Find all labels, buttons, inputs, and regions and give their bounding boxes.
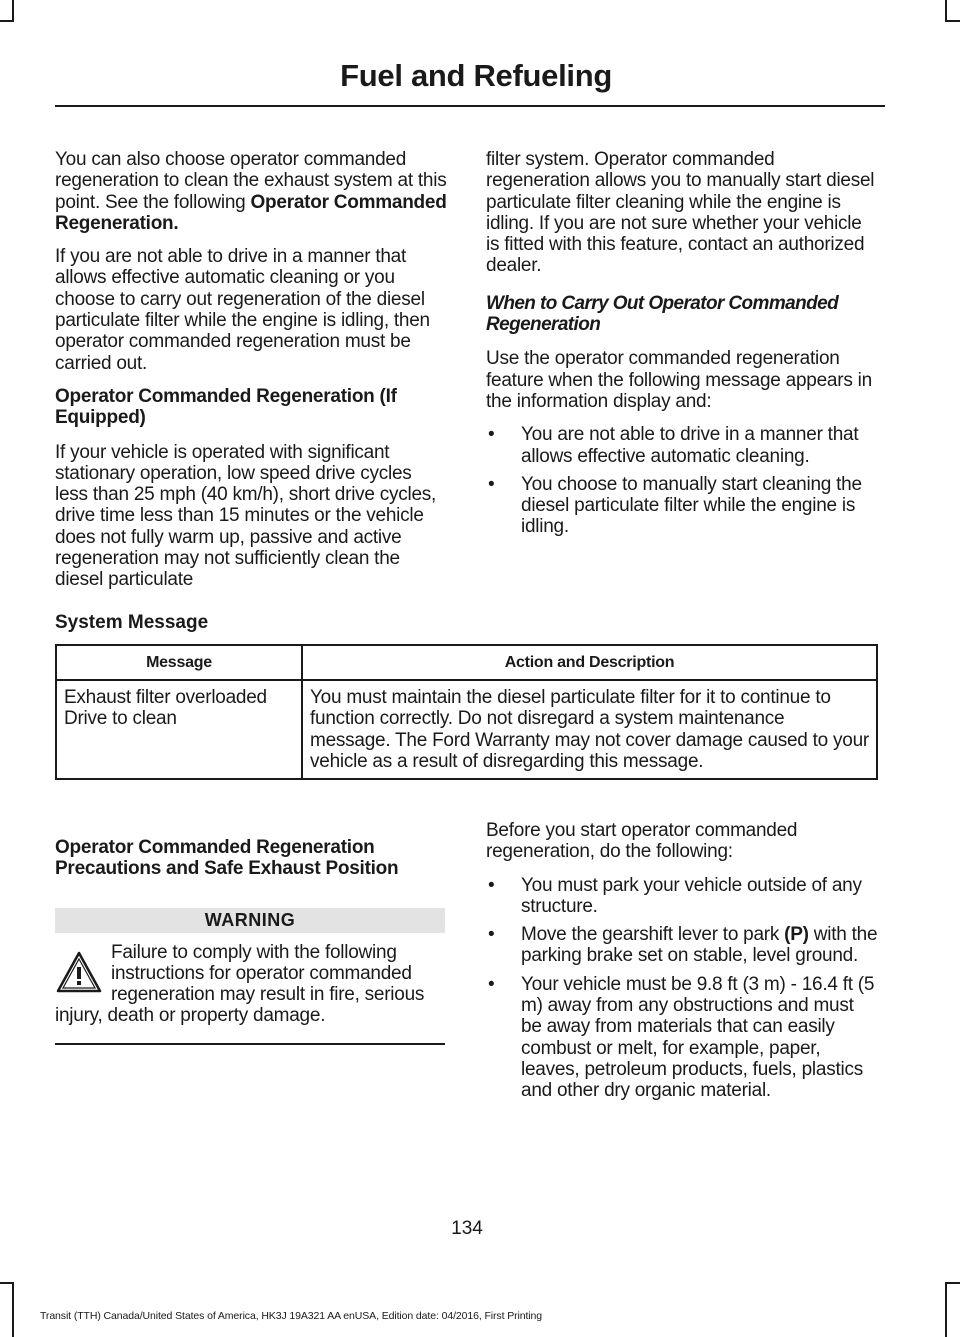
crop-mark-top-left-v xyxy=(12,0,14,22)
paragraph-driving-manner: If you are not able to drive in a manner that allows effective automatic cleaning or you choose to carry out regeneration of the diesel particulate filter while the engine is idling, then operator commanded regeneration must be carried out. xyxy=(55,246,430,374)
conditions-list xyxy=(486,424,878,537)
table-row xyxy=(56,680,877,779)
crop-mark-top-left-h xyxy=(0,20,14,22)
warning-box xyxy=(55,908,445,1045)
crop-mark-bottom-right-h xyxy=(945,1282,960,1284)
paragraph-filter-system: filter system. Operator commanded regeneration allows you to manually start diesel particulate filter cleaning while the engine is idling. If you are not sure whether your vehicle is fitted with this feature, contact an authorized dealer. xyxy=(486,149,875,277)
paragraph-stationary-operation: If your vehicle is operated with significant stationary operation, low speed drive cycles less than 25 mph (40 km/h), short drive cycles, drive time less than 15 minutes or the vehicle does not fully warm up, passive and active regeneration may not sufficiently clean the diesel particulate xyxy=(55,441,437,591)
crop-mark-bottom-right-v xyxy=(945,1282,947,1337)
upper-right-column xyxy=(486,149,878,545)
message-cell xyxy=(56,680,302,779)
header-rule xyxy=(55,105,885,107)
lower-right-column xyxy=(486,820,878,1109)
message-line: Exhaust filter overloaded xyxy=(64,687,267,708)
crop-mark-top-right-v xyxy=(945,0,947,22)
list-item: • You choose to manually start cleaning the diesel particulate filter while the engine is idling. xyxy=(486,474,878,538)
system-message-title: System Message xyxy=(55,612,209,633)
upper-left-column xyxy=(55,149,447,603)
park-symbol: (P) xyxy=(784,924,809,946)
paragraph-before-start: Before you start operator commanded regeneration, do the following: xyxy=(486,820,798,863)
precautions-list xyxy=(486,875,878,1102)
heading-when-to-carry-out: When to Carry Out Operator Commanded Regeneration xyxy=(486,292,839,336)
page-title: Fuel and Refueling xyxy=(340,58,612,93)
warning-triangle-icon xyxy=(55,950,103,995)
heading-precautions: Operator Commanded Regeneration Precautions and Safe Exhaust Position xyxy=(55,837,399,880)
table-header-row xyxy=(56,645,877,680)
system-message-table xyxy=(55,644,878,780)
paragraph-use-feature: Use the operator commanded regeneration feature when the following message appears in the information display and: xyxy=(486,348,872,412)
crop-mark-bottom-left-h xyxy=(0,1282,14,1284)
list-item: • You are not able to drive in a manner that allows effective automatic cleaning. xyxy=(486,424,878,467)
column-header-action: Action and Description xyxy=(302,645,877,680)
warning-text: Failure to comply with the following instructions for operator commanded regeneration may result in fire, serious injury, death or property damage. xyxy=(55,941,425,1027)
footer-edition-info: Transit (TTH) Canada/United States of America, HK3J 19A321 AA enUSA, Edition date: 04/2016, First Printing xyxy=(40,1310,543,1322)
warning-body xyxy=(55,933,445,1045)
crop-mark-top-right-h xyxy=(945,20,960,22)
list-item: • You must park your vehicle outside of any structure. xyxy=(486,875,878,918)
cross-reference-link[interactable]: Operator Commanded Regeneration. xyxy=(55,191,447,234)
heading-operator-commanded-regeneration: Operator Commanded Regeneration (If Equipped) xyxy=(55,385,397,429)
list-item-text: with the parking brake set on stable, level ground. xyxy=(521,924,878,967)
lower-left-column xyxy=(55,837,445,1045)
description-cell: You must maintain the diesel particulate filter for it to continue to function correctly. Do not disregard a system maintenance message. The Ford Warranty may not cover damage caused to your vehicle as a result of disregarding this message. xyxy=(302,680,877,779)
list-item: • Your vehicle must be 9.8 ft (3 m) - 16.4 ft (5 m) away from any obstructions and must be away from materials that can easily combust or melt, for example, paper, leaves, petroleum products, fuels, plastics and other dry organic material. xyxy=(486,974,878,1102)
list-item xyxy=(486,924,878,967)
page-number: 134 xyxy=(451,1218,483,1239)
message-line: Drive to clean xyxy=(64,708,177,730)
column-header-message: Message xyxy=(56,645,302,680)
list-item-text: Move the gearshift lever to park xyxy=(521,924,785,946)
warning-title: WARNING xyxy=(55,908,445,933)
paragraph-text: You can also choose operator commanded regeneration to clean the exhaust system at this point. See the following xyxy=(55,149,447,213)
paragraph-operator-option xyxy=(55,149,447,234)
crop-mark-bottom-left-v xyxy=(12,1282,14,1337)
